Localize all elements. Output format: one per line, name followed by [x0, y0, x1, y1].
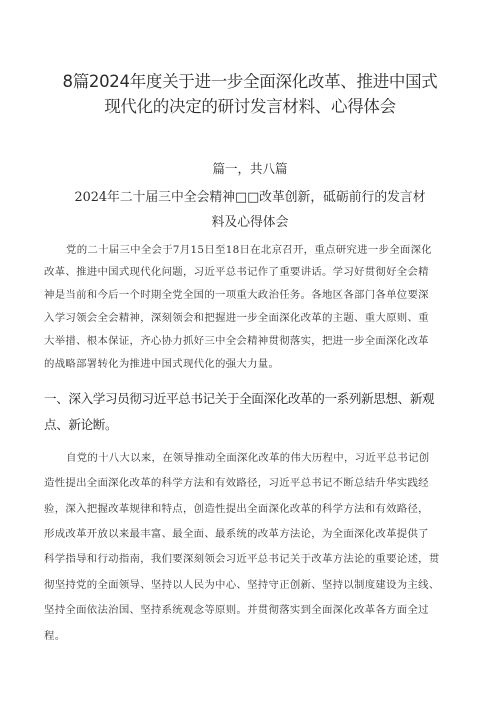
paragraph-line: 自党的十八大以来，在领导推动全面深化改革的伟大历程中，习近平总书记创: [66, 452, 430, 464]
paragraph-line: 科学指导和行动指南，我们要深刻领会习近平总书记关于改革方法论的重要论述，贯: [44, 553, 440, 565]
section-label: 篇一，共八篇: [212, 161, 288, 176]
paragraph-line: 坚持全面依法治国、坚持系统观念等原则。并贯彻落实到全面深化改革各方面全过: [44, 604, 429, 616]
paragraph-line: 党的二十届三中全会于7月15日至18日在北京召开，重点研究进一步全面深化: [66, 244, 432, 256]
paragraph-line: 彻坚持党的全面领导、坚持以人民为中心、坚持守正创新、坚持以制度建设为主线、: [44, 579, 440, 591]
paragraph-line: 的战略部署转化为推进中国式现代化的强大力量。: [44, 358, 280, 370]
paragraph-line: 入学习领会全会精神，深刻领会和把握进一步全面深化改革的主题、重大原则、重: [44, 312, 429, 324]
paragraph-line: 神是当前和今后一个时期全党全国的一项重大政治任务。各地区各部门各单位要深: [44, 289, 429, 301]
paragraph-line: 程。: [44, 630, 66, 642]
paragraph-line: 形成改革开放以来最丰富、最全面、最系统的改革方法论，为全面深化改革提供了: [44, 528, 429, 540]
section-heading-line-2: 点、新论断。: [44, 417, 118, 432]
paragraph-line: 大举措、根本保证，齐心协力抓好三中全会精神贯彻落实，把进一步全面深化改革: [44, 335, 429, 347]
paragraph-line: 验，深入把握改革规律和特点，创造性提出全面深化改革的科学方法和有效路径，: [44, 503, 429, 515]
section-heading-line-1: 一、深入学习员彻习近平总书记关于全面深化改革的一系列新思想、新观: [44, 391, 435, 406]
paragraph-line: 改革、推进中国式现代化问题，习近平总书记作了重要讲话。学习好贯彻好全会精: [44, 266, 429, 278]
subtitle-line-2: 料及心得体会: [211, 215, 289, 230]
subtitle-line-1: 2024年二十届三中全会精神□□改革创新，砥砺前行的发言材: [74, 190, 426, 205]
paragraph-line: 造性提出全面深化改革的科学方法和有效路径，习近平总书记不断总结升华实践经: [44, 477, 429, 489]
doc-title-line-1: 8篇2024年度关于进一步全面深化改革、推进中国式: [62, 72, 438, 91]
doc-title-line-2: 现代化的决定的研讨发言材料、心得体会: [104, 97, 396, 116]
